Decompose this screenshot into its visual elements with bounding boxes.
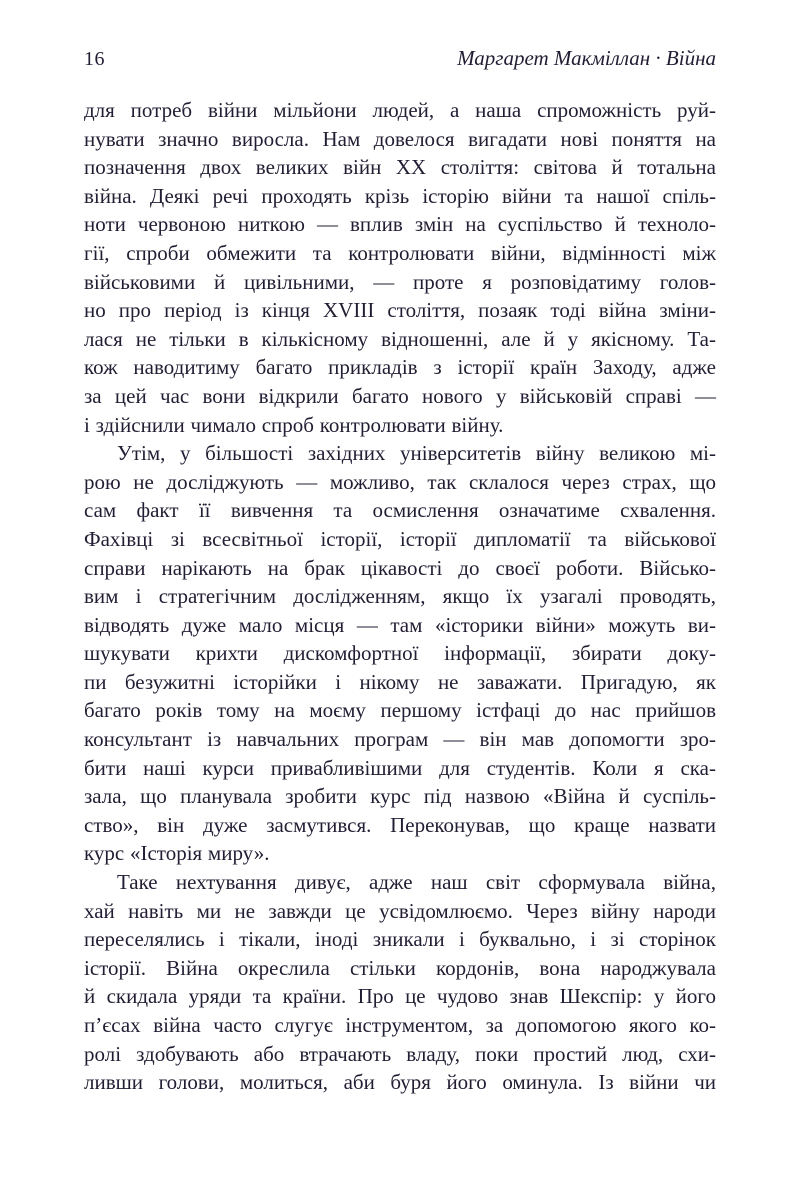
text-line: пи безужитні історійки і нікому не заважати. Пригадую, як: [84, 669, 716, 694]
text-line: переселялись і тікали, іноді зникали і буквально, і зі сторінок: [84, 927, 716, 952]
text-line: і здійснили чимало спроб контролювати війну.: [84, 412, 504, 437]
text-line: війна. Деякі речі проходять крізь історію війни та нашої спіль-: [84, 183, 716, 208]
text-line: Утім, у більшості західних університетів війну великою мі-: [117, 441, 716, 466]
text-line: й скидала уряди та країни. Про це чудово знав Шекспір: у його: [84, 984, 716, 1009]
text-line: п’єсах війна часто слугує інструментом, за допомогою якого ко-: [84, 1013, 716, 1037]
text-line: шукувати крихти дискомфортної інформації, збирати доку-: [84, 641, 716, 666]
text-line: історії. Війна окреслила стільки кордонів, вона народжувала: [84, 955, 716, 980]
text-line: зала, що планувала зробити курс під назвою «Війна й суспіль-: [84, 784, 716, 809]
page-number: 16: [84, 48, 105, 70]
text-line: но про період із кінця XVIII століття, позаяк тоді війна зміни-: [84, 298, 716, 323]
text-line: Фахівці зі всесвітньої історії, історії дипломатії та військової: [84, 526, 716, 551]
text-line: відводять дуже мало місця — там «історики війни» можуть ви-: [84, 612, 716, 637]
text-line: ливши голови, молиться, аби буря його оминула. Із війни чи: [84, 1070, 716, 1095]
text-line: справи нарікають на брак цікавості до своєї роботи. Військо-: [84, 555, 716, 580]
text-line: курс «Історія миру».: [84, 841, 270, 866]
text-line: ство», він дуже засмутився. Переконував, що краще назвати: [84, 812, 716, 837]
text-line: нувати значно виросла. Нам довелося вигадати нові поняття на: [84, 126, 716, 151]
text-line: консультант із навчальних програм — він мав допомогти зро-: [84, 727, 716, 752]
text-line: бити наші курси привабливішими для студентів. Коли я ска-: [84, 755, 716, 780]
page-header: [84, 46, 716, 71]
running-title: Маргарет Макміллан · Війна: [457, 46, 716, 70]
text-line: для потреб війни мільйони людей, а наша спроможність руй-: [84, 98, 716, 122]
text-line: гії, спроби обмежити та контролювати війни, відмінності між: [84, 240, 716, 265]
page-body: [84, 96, 716, 1097]
text-line: військовими й цивільними, — проте я розповідатиму голов-: [84, 269, 716, 294]
text-line: ноти червоною ниткою — вплив змін на суспільство й техноло-: [84, 212, 716, 237]
text-line: позначення двох великих війн XX століття: світова й тотальна: [84, 155, 716, 180]
text-line: хай навіть ми не завжди це усвідомлюємо. Через війну народи: [84, 898, 716, 923]
text-line: лася не тільки в кількісному відношенні, але й у якісному. Та-: [84, 326, 716, 351]
text-line: за цей час вони відкрили багато нового у військовій справі —: [84, 383, 716, 408]
text-line: Таке нехтування дивує, адже наш світ сформувала війна,: [117, 870, 716, 895]
text-line: рою не досліджують — можливо, так склалося через страх, що: [84, 469, 716, 494]
text-line: кож наводитиму багато прикладів з історії країн Заходу, адже: [84, 355, 716, 380]
text-line: вим і стратегічним дослідженням, якщо їх узагалі проводять,: [84, 584, 716, 609]
text-line: сам факт її вивчення та осмислення означатиме схвалення.: [84, 498, 716, 523]
text-line: ролі здобувають або втрачають владу, поки простий люд, схи-: [84, 1041, 716, 1066]
text-line: багато років тому на моєму першому істфаці до нас прийшов: [84, 698, 716, 723]
